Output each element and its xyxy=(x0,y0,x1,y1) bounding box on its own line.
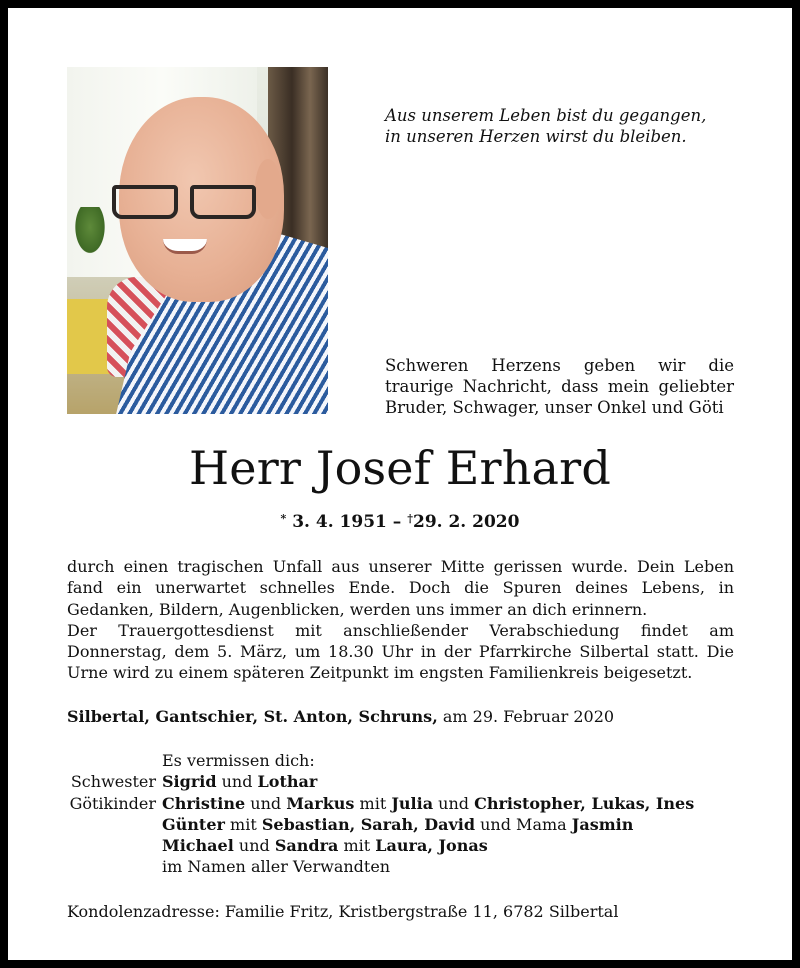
mourner-names xyxy=(162,793,767,814)
connector-text: und xyxy=(433,793,475,813)
date-separator: – xyxy=(386,512,408,532)
places: Silbertal, Gantschier, St. Anton, Schruns, xyxy=(67,707,438,726)
photo-glasses-lens-right xyxy=(190,185,256,219)
death-cross-icon: † xyxy=(407,512,413,525)
body-line: Urne wird zu einem späteren Zeitpunkt im engsten Familienkreis beigesetzt. xyxy=(67,663,693,683)
life-dates xyxy=(8,508,792,533)
mourner-name: Michael xyxy=(162,836,234,856)
announcement-body xyxy=(67,556,734,684)
connector-text: mit xyxy=(354,793,392,813)
photo-plant xyxy=(73,207,107,257)
photo-yellow-chair xyxy=(67,299,112,374)
mourner-name: Sigrid xyxy=(162,772,217,792)
mourner-name: Lothar xyxy=(257,772,318,792)
mourner-rows xyxy=(67,771,767,877)
mourner-names xyxy=(162,771,767,792)
connector-text: und xyxy=(233,836,275,856)
mourners-heading: Es vermissen dich: xyxy=(162,751,315,770)
body-line: Donnerstag, dem 5. März, um 18.30 Uhr in der Pfarrkirche Silbertal statt. Die xyxy=(67,642,734,662)
connector-text: mit xyxy=(224,814,262,834)
connector-text: und xyxy=(245,793,287,813)
deceased-name: Herr Josef Erhard xyxy=(188,441,611,495)
body-line: fand ein unerwartet schnelles Ende. Doch die Spuren deines Lebens, in xyxy=(67,578,734,598)
mourner-names xyxy=(162,814,767,835)
photo-ear xyxy=(255,159,281,219)
intro-line: traurige Nachricht, dass mein geliebter xyxy=(385,377,734,396)
mourner-role xyxy=(67,856,162,877)
place-and-date xyxy=(67,706,767,727)
birth-date: 3. 4. 1951 xyxy=(292,512,387,532)
mourner-name: Christine xyxy=(162,793,246,813)
mourner-name: Christopher, Lukas, Ines xyxy=(474,793,695,813)
quote-line: Aus unserem Leben bist du gegangen, xyxy=(385,106,707,125)
connector-text: im Namen aller Verwandten xyxy=(162,857,391,877)
mourner-row xyxy=(67,835,767,856)
announcement-intro xyxy=(385,355,734,418)
mourner-role: Schwester xyxy=(70,772,156,792)
mourner-name: Laura, Jonas xyxy=(375,836,488,856)
connector-text: und Mama xyxy=(475,814,572,834)
mourners-list xyxy=(67,750,767,878)
mourner-role xyxy=(67,814,162,835)
mourner-role xyxy=(67,835,162,856)
mourner-row xyxy=(67,793,767,814)
condolence-address: Kondolenzadresse: Familie Fritz, Kristbergstraße 11, 6782 Silbertal xyxy=(67,902,619,921)
intro-line: Schweren Herzens geben wir die xyxy=(385,356,734,375)
mourner-name: Sebastian, Sarah, David xyxy=(261,814,476,834)
birth-star-icon: * xyxy=(280,512,287,525)
mourner-name: Günter xyxy=(162,814,225,834)
photo-glasses xyxy=(112,185,257,215)
mourners-heading-row xyxy=(67,750,767,771)
mourner-names xyxy=(162,835,767,856)
connector-text: mit xyxy=(338,836,376,856)
body-line: Gedanken, Bildern, Augenblicken, werden uns immer an dich erinnern. xyxy=(67,599,648,619)
photo-glasses-lens-left xyxy=(112,185,178,219)
connector-text: und xyxy=(216,772,258,792)
mourner-role: Götikinder xyxy=(69,793,156,813)
mourner-row xyxy=(67,856,767,877)
body-line: Der Trauergottesdienst mit anschließender Verabschiedung findet am xyxy=(67,620,734,640)
mourner-name: Sandra xyxy=(274,836,339,856)
body-line: durch einen tragischen Unfall aus unserer Mitte gerissen wurde. Dein Leben xyxy=(67,557,734,576)
mourner-name: Markus xyxy=(286,793,355,813)
portrait-photo xyxy=(67,67,328,414)
mourner-names xyxy=(162,856,767,877)
mourner-name: Julia xyxy=(391,793,434,813)
mourner-name: Jasmin xyxy=(571,814,634,834)
quote-line: in unseren Herzen wirst du bleiben. xyxy=(385,127,687,146)
death-date: 29. 2. 2020 xyxy=(412,512,520,532)
obituary-page xyxy=(8,8,792,960)
memorial-quote xyxy=(385,105,725,147)
intro-line: Bruder, Schwager, unser Onkel und Göti xyxy=(385,398,724,417)
announcement-date: am 29. Februar 2020 xyxy=(437,707,615,726)
mourner-row xyxy=(67,771,767,792)
mourner-row xyxy=(67,814,767,835)
